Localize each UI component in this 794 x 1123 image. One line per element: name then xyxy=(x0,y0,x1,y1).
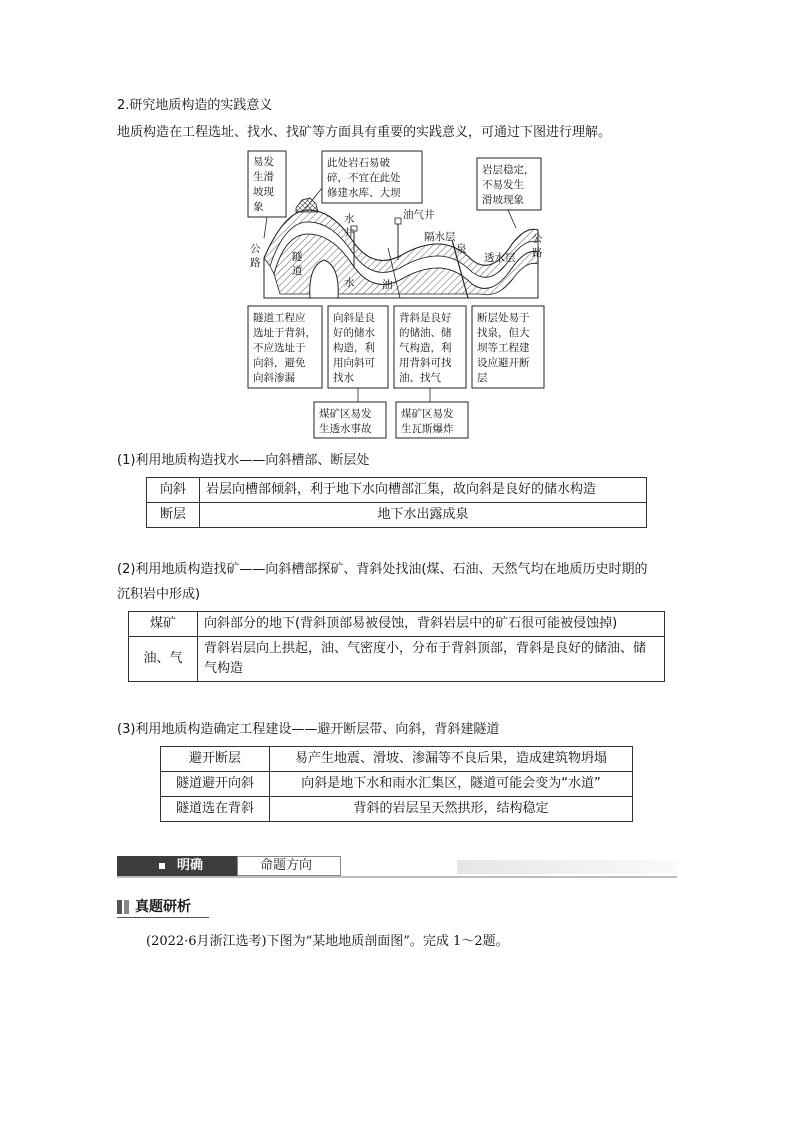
well-label: 水 xyxy=(344,213,355,225)
table-row xyxy=(161,747,633,772)
table-row xyxy=(147,503,647,528)
svg-text:油、找气: 油、找气 xyxy=(399,372,441,384)
svg-text:构造，利: 构造，利 xyxy=(333,342,375,354)
svg-text:用向斜可: 用向斜可 xyxy=(333,357,375,369)
table-cell: 地下水出露成泉 xyxy=(200,503,647,528)
section-title: 2.研究地质构造的实践意义 xyxy=(117,98,273,113)
svg-text:象: 象 xyxy=(253,201,264,213)
bar-icon xyxy=(117,900,122,914)
svg-text:坝等工程建: 坝等工程建 xyxy=(477,342,530,354)
table-cell: 油、气 xyxy=(129,637,198,682)
tunnel-label: 隧 xyxy=(292,251,303,263)
square-bullet-icon xyxy=(159,863,165,869)
svg-text:背斜是良好: 背斜是良好 xyxy=(399,312,452,324)
table-cell: 隧道选在背斜 xyxy=(161,797,270,822)
road-right-label-2: 路 xyxy=(532,247,543,259)
table-cell: 易产生地震、滑坡、渗漏等不良后果，造成建筑物坍塌 xyxy=(270,747,633,772)
road-right-label: 公 xyxy=(532,233,543,245)
svg-text:易发: 易发 xyxy=(253,156,274,168)
tunnel-note-box xyxy=(248,306,322,388)
bar-icon xyxy=(124,900,129,914)
svg-text:找水: 找水 xyxy=(333,372,354,384)
fault-note-box xyxy=(472,306,544,388)
section-banner xyxy=(117,856,677,878)
well-label-2: 井 xyxy=(344,227,355,239)
svg-text:断层处易于: 断层处易于 xyxy=(477,312,530,324)
table-cell: 向斜是地下水和雨水汇集区，隧道可能会变为“水道” xyxy=(270,772,633,797)
table-cell: 背斜的岩层呈天然拱形，结构稳定 xyxy=(270,797,633,822)
svg-text:岩层稳定，: 岩层稳定， xyxy=(482,164,535,176)
svg-text:向斜渗漏: 向斜渗漏 xyxy=(253,372,295,384)
svg-text:修建水库、大坝: 修建水库、大坝 xyxy=(327,187,401,199)
intro-paragraph: 地质构造在工程选址、找水、找矿等方面具有重要的实践意义，可通过下图进行理解。 xyxy=(117,125,612,140)
svg-text:煤矿区易发: 煤矿区易发 xyxy=(401,408,454,420)
banner-tab-inactive: 命题方向 xyxy=(237,856,341,876)
stable-rock-box xyxy=(477,158,541,210)
oil-well-label: 油气井 xyxy=(403,209,435,221)
svg-text:找泉，但大: 找泉，但大 xyxy=(477,327,530,339)
table-row xyxy=(129,612,665,637)
table-cell: 煤矿 xyxy=(129,612,198,637)
svg-text:选址于背斜，: 选址于背斜， xyxy=(253,327,316,339)
coal-flood-box xyxy=(314,402,386,438)
table-row xyxy=(161,772,633,797)
svg-text:设应避开断: 设应避开断 xyxy=(477,357,530,369)
svg-text:生瓦斯爆炸: 生瓦斯爆炸 xyxy=(401,423,454,435)
table-cell: 背斜岩层向上拱起，油、气密度小，分布于背斜顶部，背斜是良好的储油、储气构造 xyxy=(198,637,665,682)
svg-text:不易发生: 不易发生 xyxy=(482,179,524,191)
part1-table xyxy=(146,477,647,528)
syncline-note-box xyxy=(328,306,388,388)
road-left-label-2: 路 xyxy=(250,257,261,269)
table-cell: 隧道避开向斜 xyxy=(161,772,270,797)
svg-text:此处岩石易破: 此处岩石易破 xyxy=(327,157,390,169)
part3-table xyxy=(160,746,633,822)
part2-heading-line1: (2)利用地质构造找矿——向斜槽部探矿、背斜处找油(煤、石油、天然气均在地质历史时期的 xyxy=(117,562,648,577)
svg-text:向斜，避免: 向斜，避免 xyxy=(253,357,306,369)
part2-heading-line2: 沉积岩中形成) xyxy=(117,587,201,602)
table-cell: 向斜部分的地下(背斜顶部易被侵蚀，背斜岩层中的矿石很可能被侵蚀掉) xyxy=(198,612,665,637)
question-intro: (2022·6月浙江选考)下图为“某地地质剖面图”。完成 1～2题。 xyxy=(146,934,509,949)
table-row xyxy=(129,637,665,682)
svg-text:气构造，利: 气构造，利 xyxy=(399,342,452,354)
svg-text:隧道工程应: 隧道工程应 xyxy=(253,312,306,324)
svg-text:生透水事故: 生透水事故 xyxy=(319,423,372,435)
table-row xyxy=(147,478,647,503)
table-row xyxy=(161,797,633,822)
anticline-note-box xyxy=(394,306,466,388)
geology-diagram xyxy=(240,148,560,442)
rock-strata xyxy=(264,198,538,298)
svg-text:坡现: 坡现 xyxy=(253,186,274,198)
coal-gas-box xyxy=(396,402,468,438)
svg-text:不应选址于: 不应选址于 xyxy=(253,342,306,354)
aquifer-label: 透水层 xyxy=(484,252,516,264)
svg-text:煤矿区易发: 煤矿区易发 xyxy=(319,408,372,420)
part2-table xyxy=(128,611,665,682)
water-label: 水 xyxy=(344,277,355,289)
table-cell: 向斜 xyxy=(147,478,200,503)
svg-text:碎，不宜在此处: 碎，不宜在此处 xyxy=(327,172,401,184)
road-left-label: 公 xyxy=(250,243,261,255)
part3-heading: (3)利用地质构造确定工程建设——避开断层带、向斜，背斜建隧道 xyxy=(117,722,500,737)
svg-text:好的储水: 好的储水 xyxy=(333,327,375,339)
svg-text:向斜是良: 向斜是良 xyxy=(333,312,375,324)
svg-text:生滑: 生滑 xyxy=(253,171,274,183)
svg-text:用背斜可找: 用背斜可找 xyxy=(399,357,452,369)
table-cell: 岩层向槽部倾斜，利于地下水向槽部汇集，故向斜是良好的储水构造 xyxy=(200,478,647,503)
svg-text:层: 层 xyxy=(477,372,488,384)
table-cell: 避开断层 xyxy=(161,747,270,772)
landslide-box xyxy=(248,151,286,217)
svg-text:滑坡现象: 滑坡现象 xyxy=(482,194,524,206)
oil-label: 油 xyxy=(382,279,393,291)
svg-text:的储油、储: 的储油、储 xyxy=(399,327,452,339)
table-cell: 断层 xyxy=(147,503,200,528)
spring-label: 泉 xyxy=(456,243,467,255)
aquiclude-label: 隔水层 xyxy=(424,231,456,243)
tunnel-label-2: 道 xyxy=(292,265,303,277)
part1-heading: (1)利用地质构造找水——向斜槽部、断层处 xyxy=(117,453,370,468)
broken-rock-box xyxy=(322,151,422,203)
banner-tab-active: 明确 xyxy=(117,856,237,876)
